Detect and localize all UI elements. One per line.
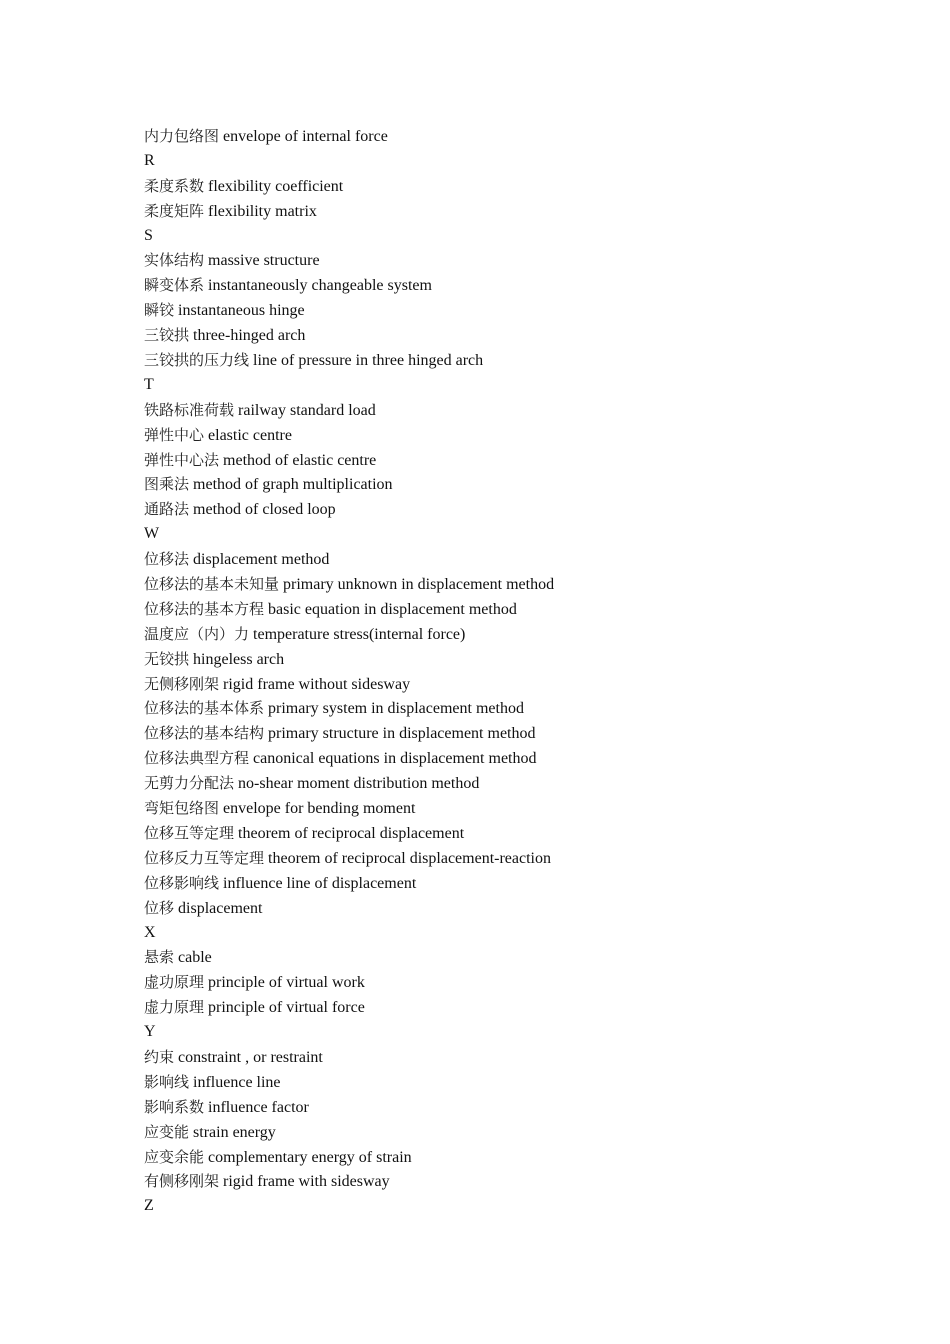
term-english: primary structure in displacement method xyxy=(268,725,536,743)
term-english: temperature stress(internal force) xyxy=(253,625,466,643)
term-english: rigid frame with sidesway xyxy=(223,1173,390,1191)
term-chinese: 应变余能 xyxy=(144,1147,205,1166)
term-english: canonical equations in displacement method xyxy=(253,750,537,768)
glossary-entry xyxy=(144,423,904,448)
term-english: cable xyxy=(178,949,212,967)
term-chinese: 图乘法 xyxy=(144,475,190,494)
term-english: elastic centre xyxy=(208,426,292,444)
glossary-entry xyxy=(144,771,904,796)
term-english: instantaneously changeable system xyxy=(208,277,432,295)
term-chinese: 虚力原理 xyxy=(144,998,205,1017)
term-chinese: 无侧移刚架 xyxy=(144,674,220,693)
glossary-entry xyxy=(144,1045,904,1070)
glossary-entry xyxy=(144,124,904,149)
term-english: method of graph multiplication xyxy=(193,476,393,494)
term-english: principle of virtual work xyxy=(208,974,365,992)
glossary-list xyxy=(144,124,904,1219)
glossary-entry xyxy=(144,622,904,647)
term-english: railway standard load xyxy=(238,401,376,419)
term-english: flexibility matrix xyxy=(208,202,317,220)
term-chinese: 柔度系数 xyxy=(144,176,205,195)
term-english: influence line xyxy=(193,1073,281,1091)
term-chinese: 内力包络图 xyxy=(144,127,220,145)
section-letter: Z xyxy=(144,1197,154,1215)
term-english: theorem of reciprocal displacement xyxy=(238,824,465,842)
glossary-entry xyxy=(144,1120,904,1145)
term-english: complementary energy of strain xyxy=(208,1148,412,1166)
section-letter: Y xyxy=(144,1023,156,1041)
glossary-entry xyxy=(144,547,904,572)
glossary-entry xyxy=(144,298,904,323)
glossary-entry xyxy=(144,696,904,721)
term-chinese: 铁路标准荷载 xyxy=(144,400,235,419)
term-english: theorem of reciprocal displacement-reaction xyxy=(268,849,551,867)
glossary-entry xyxy=(144,721,904,746)
section-letter: T xyxy=(144,375,154,393)
glossary-entry xyxy=(144,273,904,298)
term-english: flexibility coefficient xyxy=(208,177,344,195)
glossary-entry xyxy=(144,398,904,423)
glossary-entry xyxy=(144,746,904,771)
glossary-entry xyxy=(144,472,904,497)
glossary-entry xyxy=(144,846,904,871)
term-chinese: 瞬铰 xyxy=(144,301,175,320)
term-chinese: 三铰拱 xyxy=(144,326,190,345)
term-chinese: 有侧移刚架 xyxy=(144,1172,220,1191)
term-chinese: 无剪力分配法 xyxy=(144,774,235,793)
glossary-entry xyxy=(144,672,904,697)
term-english: massive structure xyxy=(208,252,320,270)
glossary-entry xyxy=(144,1070,904,1095)
glossary-entry xyxy=(144,821,904,846)
glossary-entry xyxy=(144,248,904,273)
glossary-entry xyxy=(144,323,904,348)
term-chinese: 三铰拱的压力线 xyxy=(144,351,250,370)
term-chinese: 通路法 xyxy=(144,500,190,519)
glossary-entry xyxy=(144,945,904,970)
term-chinese: 弹性中心 xyxy=(144,425,205,444)
term-chinese: 位移法的基本体系 xyxy=(144,699,265,718)
term-english: method of closed loop xyxy=(193,501,336,519)
section-letter: R xyxy=(144,151,155,169)
term-english: envelope of internal force xyxy=(223,128,388,145)
glossary-entry xyxy=(144,348,904,373)
section-letter: X xyxy=(144,923,156,941)
term-chinese: 位移反力互等定理 xyxy=(144,848,265,867)
term-chinese: 无铰拱 xyxy=(144,649,190,668)
glossary-entry xyxy=(144,871,904,896)
term-chinese: 实体结构 xyxy=(144,251,205,270)
term-english: strain energy xyxy=(193,1123,276,1141)
glossary-entry xyxy=(144,1169,904,1194)
term-english: principle of virtual force xyxy=(208,999,365,1017)
glossary-entry xyxy=(144,199,904,224)
term-chinese: 位移法典型方程 xyxy=(144,749,250,768)
term-english: displacement xyxy=(178,899,263,917)
term-chinese: 悬索 xyxy=(144,948,175,967)
glossary-entry xyxy=(144,597,904,622)
glossary-entry xyxy=(144,995,904,1020)
glossary-entry xyxy=(144,497,904,522)
term-chinese: 位移 xyxy=(144,898,175,917)
term-chinese: 柔度矩阵 xyxy=(144,201,205,220)
term-chinese: 位移法的基本未知量 xyxy=(144,575,280,594)
term-english: hingeless arch xyxy=(193,650,285,668)
glossary-entry xyxy=(144,970,904,995)
term-english: no-shear moment distribution method xyxy=(238,775,480,793)
term-english: constraint , or restraint xyxy=(178,1048,323,1066)
term-english: influence factor xyxy=(208,1098,309,1116)
term-english: three-hinged arch xyxy=(193,327,306,345)
term-chinese: 影响系数 xyxy=(144,1097,205,1116)
glossary-entry xyxy=(144,796,904,821)
term-chinese: 应变能 xyxy=(144,1122,190,1141)
term-chinese: 位移法的基本结构 xyxy=(144,724,265,743)
term-english: envelope for bending moment xyxy=(223,800,416,818)
term-english: rigid frame without sidesway xyxy=(223,675,411,693)
term-english: primary system in displacement method xyxy=(268,700,524,718)
term-english: basic equation in displacement method xyxy=(268,600,517,618)
term-english: line of pressure in three hinged arch xyxy=(253,352,484,370)
glossary-entry xyxy=(144,647,904,672)
term-chinese: 虚功原理 xyxy=(144,973,205,992)
term-chinese: 约束 xyxy=(144,1047,175,1066)
glossary-entry xyxy=(144,896,904,921)
glossary-entry xyxy=(144,1145,904,1170)
glossary-entry xyxy=(144,572,904,597)
term-chinese: 位移互等定理 xyxy=(144,823,235,842)
term-english: method of elastic centre xyxy=(223,451,377,469)
glossary-entry xyxy=(144,448,904,473)
glossary-entry xyxy=(144,1095,904,1120)
term-chinese: 瞬变体系 xyxy=(144,276,205,295)
term-chinese: 位移影响线 xyxy=(144,873,220,892)
term-chinese: 弹性中心法 xyxy=(144,450,220,469)
glossary-entry xyxy=(144,174,904,199)
section-letter: W xyxy=(144,525,160,543)
term-english: primary unknown in displacement method xyxy=(283,576,555,594)
term-chinese: 温度应（内）力 xyxy=(144,624,250,643)
term-chinese: 影响线 xyxy=(144,1072,190,1091)
section-letter: S xyxy=(144,226,153,244)
term-english: influence line of displacement xyxy=(223,874,417,892)
term-english: instantaneous hinge xyxy=(178,302,305,320)
term-english: displacement method xyxy=(193,551,330,569)
term-chinese: 位移法 xyxy=(144,550,190,569)
term-chinese: 位移法的基本方程 xyxy=(144,599,265,618)
term-chinese: 弯矩包络图 xyxy=(144,799,220,818)
